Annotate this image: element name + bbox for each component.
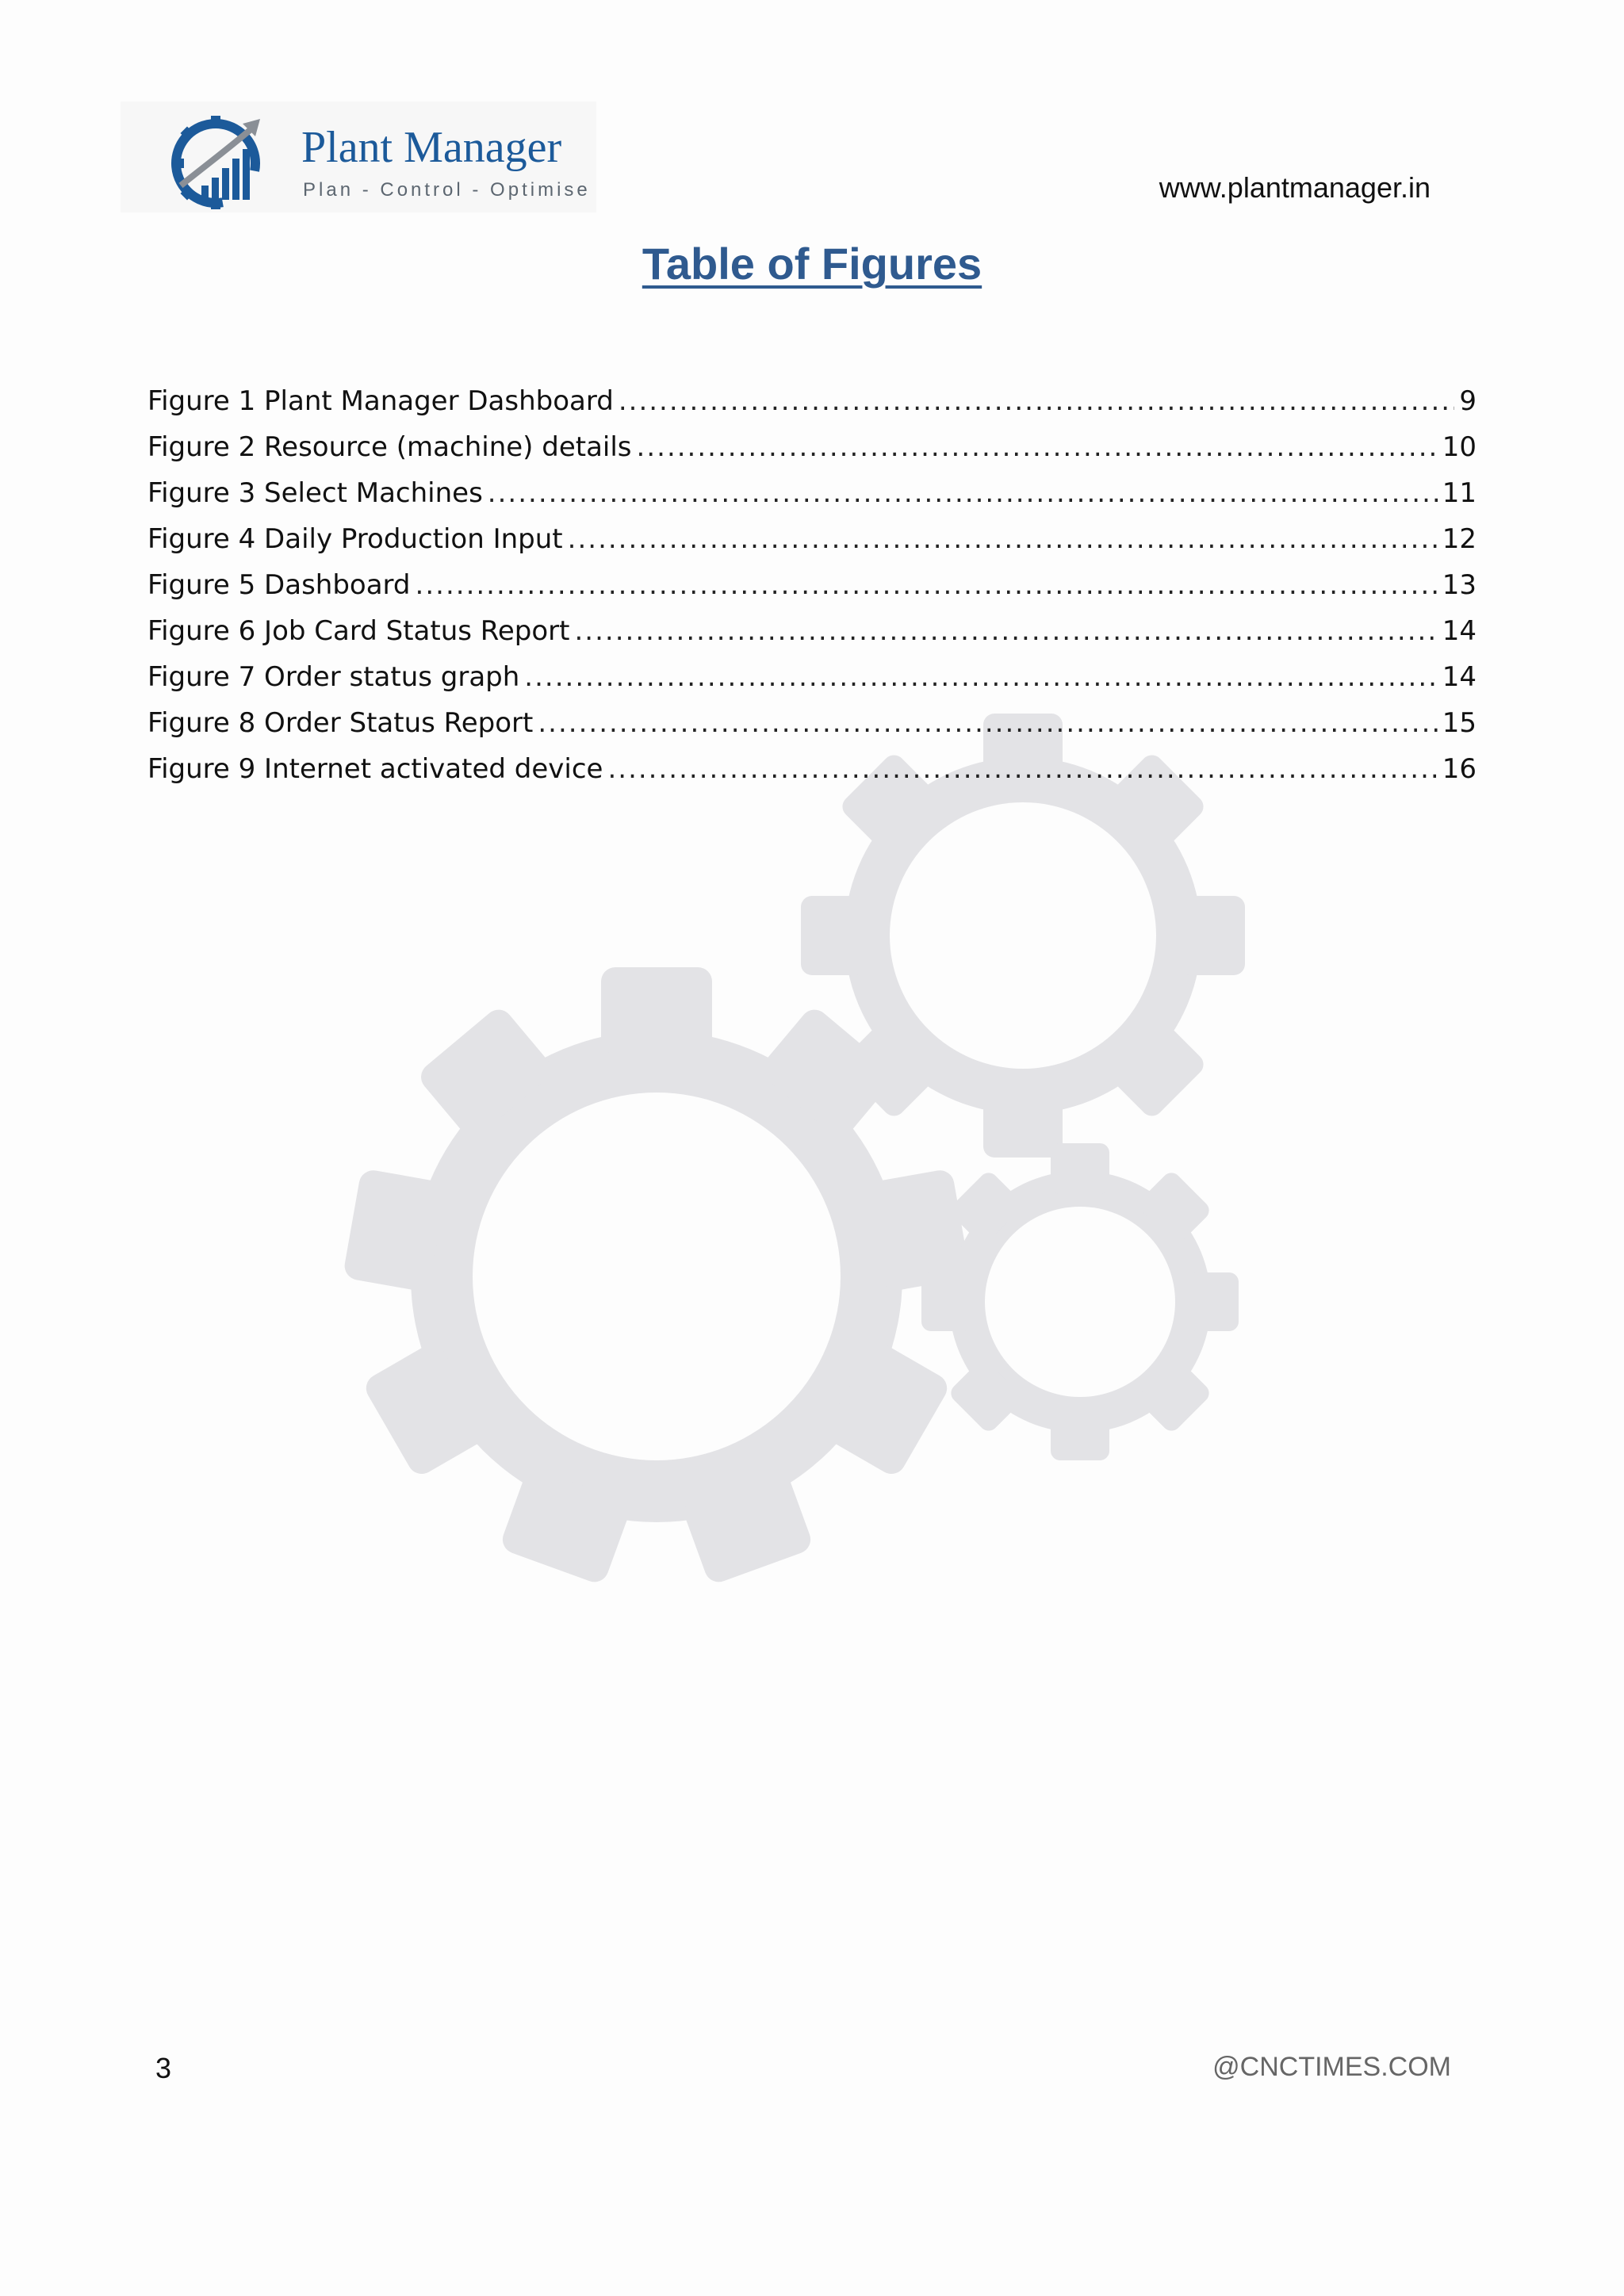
tof-entry-figure-7[interactable]: [147, 661, 1477, 707]
tof-entry-page: 15: [1442, 707, 1477, 739]
tof-entry-page: 12: [1442, 523, 1477, 555]
tof-leader-dots: [538, 707, 1437, 739]
tof-entry-page: 10: [1442, 431, 1477, 463]
tof-entry-figure-3[interactable]: [147, 477, 1477, 523]
tof-leader-dots: [607, 753, 1437, 785]
logo: [121, 101, 596, 212]
website-url[interactable]: www.plantmanager.in: [1159, 171, 1431, 204]
tof-leader-dots: [416, 569, 1438, 601]
tof-leader-dots: [524, 661, 1437, 693]
tof-entry-figure-4[interactable]: [147, 523, 1477, 569]
tof-entry-page: 13: [1442, 569, 1477, 601]
tof-leader-dots: [488, 477, 1438, 509]
tof-leader-dots: [637, 431, 1438, 463]
tof-leader-dots: [574, 615, 1437, 647]
tof-entry-page: 14: [1442, 661, 1477, 693]
logo-tagline: Plan - Control - Optimise: [303, 179, 591, 201]
tof-entry-label: Figure 5 Dashboard: [147, 569, 411, 601]
tof-entry-label: Figure 4 Daily Production Input: [147, 523, 563, 555]
tof-entry-figure-9[interactable]: [147, 753, 1477, 799]
tof-entry-page: 11: [1442, 477, 1477, 509]
tof-entry-label: Figure 3 Select Machines: [147, 477, 483, 509]
tof-entry-label: Figure 2 Resource (machine) details: [147, 431, 632, 463]
tof-entry-label: Figure 6 Job Card Status Report: [147, 615, 570, 647]
table-of-figures: [147, 385, 1477, 799]
gear-growth-logo-icon: [167, 113, 270, 209]
tof-leader-dots: [619, 385, 1455, 417]
tof-leader-dots: [568, 523, 1438, 555]
tof-entry-figure-2[interactable]: [147, 431, 1477, 477]
logo-name: Plant Manager: [301, 123, 562, 172]
tof-entry-page: 16: [1442, 753, 1477, 785]
tof-entry-label: Figure 9 Internet activated device: [147, 753, 603, 785]
tof-entry-label: Figure 8 Order Status Report: [147, 707, 534, 739]
footer-watermark-text: @CNCTIMES.COM: [1212, 2052, 1451, 2082]
tof-entry-figure-6[interactable]: [147, 615, 1477, 661]
tof-entry-label: Figure 7 Order status graph: [147, 661, 520, 693]
tof-entry-label: Figure 1 Plant Manager Dashboard: [147, 385, 614, 417]
tof-entry-figure-1[interactable]: [147, 385, 1477, 431]
page-title: [0, 238, 1624, 289]
tof-entry-page: 14: [1442, 615, 1477, 647]
gears-watermark-icon: [333, 698, 1285, 1609]
tof-entry-figure-5[interactable]: [147, 569, 1477, 615]
tof-entry-figure-8[interactable]: [147, 707, 1477, 753]
tof-entry-page: 9: [1459, 385, 1477, 417]
page-number: 3: [155, 2052, 172, 2084]
page-title-text: Table of Figures: [642, 239, 982, 289]
